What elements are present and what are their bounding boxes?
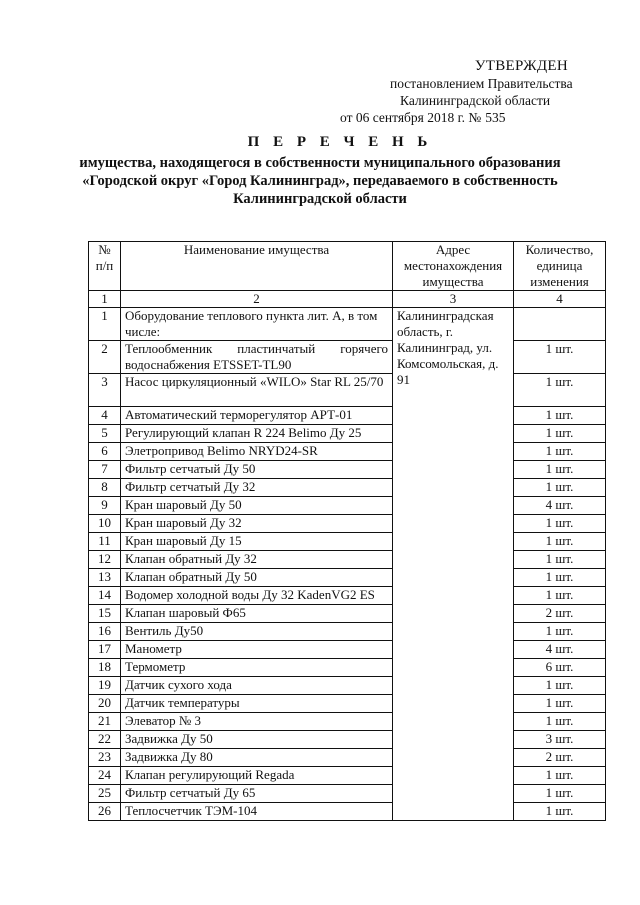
item-name: Автоматический терморегулятор АРТ-01 (121, 407, 393, 425)
row-number: 4 (89, 407, 121, 425)
item-quantity: 3 шт. (514, 731, 606, 749)
row-number: 20 (89, 695, 121, 713)
item-quantity: 1 шт. (514, 515, 606, 533)
index-cell: 4 (514, 291, 606, 308)
item-name: Теплообменник пластинчатый горячего водоснабжения ETSSET-TL90 (121, 341, 393, 374)
table-row (89, 677, 606, 695)
table-row (89, 443, 606, 461)
item-name: Клапан шаровый Ф65 (121, 605, 393, 623)
item-quantity: 1 шт. (514, 785, 606, 803)
item-quantity: 1 шт. (514, 587, 606, 605)
row-number: 19 (89, 677, 121, 695)
document-subtitle (20, 154, 620, 208)
table-header-row (89, 242, 606, 291)
index-cell: 1 (89, 291, 121, 308)
item-quantity: 1 шт. (514, 425, 606, 443)
table-row (89, 515, 606, 533)
item-quantity: 1 шт. (514, 713, 606, 731)
table-row (89, 749, 606, 767)
table-row (89, 731, 606, 749)
item-quantity: 1 шт. (514, 341, 606, 374)
row-number: 1 (89, 308, 121, 341)
item-name: Фильтр сетчатый Ду 65 (121, 785, 393, 803)
table-row (89, 659, 606, 677)
table-row (89, 785, 606, 803)
item-quantity: 2 шт. (514, 749, 606, 767)
item-quantity: 1 шт. (514, 461, 606, 479)
item-name: Элеватор № 3 (121, 713, 393, 731)
header-name: Наименование имущества (121, 242, 393, 291)
item-quantity: 4 шт. (514, 497, 606, 515)
item-name: Задвижка Ду 50 (121, 731, 393, 749)
approval-number: 535 (485, 110, 506, 125)
row-number: 21 (89, 713, 121, 731)
item-name: Элетропривод Belimo NRYD24-SR (121, 443, 393, 461)
item-quantity: 1 шт. (514, 443, 606, 461)
item-quantity: 1 шт. (514, 374, 606, 407)
row-number: 9 (89, 497, 121, 515)
row-number: 22 (89, 731, 121, 749)
address-cell: Калининградская область, г. Калининград, ул. Комсомольская, д. 91 (393, 308, 514, 821)
item-quantity: 1 шт. (514, 479, 606, 497)
index-cell: 3 (393, 291, 514, 308)
item-quantity: 1 шт. (514, 407, 606, 425)
table-row (89, 641, 606, 659)
item-quantity: 1 шт. (514, 677, 606, 695)
item-name: Насос циркуляционный «WILO» Star RL 25/70 (121, 374, 393, 407)
item-quantity (514, 308, 606, 341)
table-row (89, 374, 606, 407)
approval-line-3 (340, 109, 600, 126)
index-cell: 2 (121, 291, 393, 308)
row-number: 15 (89, 605, 121, 623)
table-row (89, 605, 606, 623)
table-row (89, 479, 606, 497)
approval-title: УТВЕРЖДЕН (474, 58, 568, 74)
row-number: 14 (89, 587, 121, 605)
table-row (89, 425, 606, 443)
table-row (89, 551, 606, 569)
table-row (89, 407, 606, 425)
header-num: № п/п (89, 242, 121, 291)
row-number: 26 (89, 803, 121, 821)
item-quantity: 1 шт. (514, 803, 606, 821)
row-number: 7 (89, 461, 121, 479)
approval-date: от 06 сентября 2018 г. № (340, 110, 482, 125)
item-quantity: 4 шт. (514, 641, 606, 659)
item-quantity: 1 шт. (514, 767, 606, 785)
item-name: Датчик сухого хода (121, 677, 393, 695)
row-number: 3 (89, 374, 121, 407)
approval-block (340, 58, 600, 126)
row-number: 16 (89, 623, 121, 641)
row-number: 17 (89, 641, 121, 659)
item-name: Оборудование теплового пункта лит. А, в том числе: (121, 308, 393, 341)
document-title: П Е Р Е Ч Е Н Ь (247, 134, 433, 150)
item-name: Кран шаровый Ду 50 (121, 497, 393, 515)
item-name: Регулирующий клапан R 224 Belimo Ду 25 (121, 425, 393, 443)
item-quantity: 6 шт. (514, 659, 606, 677)
item-name: Термометр (121, 659, 393, 677)
subtitle-line: имущества, находящегося в собственности муниципального образования (79, 155, 561, 171)
header-address: Адрес местонахождения имущества (393, 242, 514, 291)
row-number: 23 (89, 749, 121, 767)
item-quantity: 1 шт. (514, 695, 606, 713)
item-quantity: 1 шт. (514, 533, 606, 551)
item-name: Задвижка Ду 80 (121, 749, 393, 767)
table-row (89, 497, 606, 515)
subtitle-line: «Городской округ «Город Калининград», передаваемого в собственность (82, 173, 558, 189)
property-table (88, 241, 606, 821)
row-number: 8 (89, 479, 121, 497)
item-name: Теплосчетчик ТЭМ-104 (121, 803, 393, 821)
table-row (89, 695, 606, 713)
approval-line-1: постановлением Правительства (390, 76, 573, 91)
table-row (89, 587, 606, 605)
subtitle-line: Калининградской области (233, 191, 407, 207)
item-name: Датчик температуры (121, 695, 393, 713)
table-row (89, 803, 606, 821)
item-quantity: 1 шт. (514, 551, 606, 569)
row-number: 11 (89, 533, 121, 551)
item-name: Фильтр сетчатый Ду 50 (121, 461, 393, 479)
table-row (89, 461, 606, 479)
item-name: Водомер холодной воды Ду 32 KadenVG2 ES (121, 587, 393, 605)
row-number: 6 (89, 443, 121, 461)
item-name: Кран шаровый Ду 15 (121, 533, 393, 551)
row-number: 25 (89, 785, 121, 803)
row-number: 2 (89, 341, 121, 374)
row-number: 24 (89, 767, 121, 785)
item-quantity: 2 шт. (514, 605, 606, 623)
row-number: 18 (89, 659, 121, 677)
approval-line-2: Калининградской области (400, 93, 551, 108)
table-row (89, 713, 606, 731)
table-row (89, 623, 606, 641)
item-quantity: 1 шт. (514, 623, 606, 641)
table-row (89, 767, 606, 785)
table-row (89, 569, 606, 587)
row-number: 5 (89, 425, 121, 443)
item-name: Кран шаровый Ду 32 (121, 515, 393, 533)
row-number: 13 (89, 569, 121, 587)
item-name: Фильтр сетчатый Ду 32 (121, 479, 393, 497)
header-qty: Количество, единица изменения (514, 242, 606, 291)
row-number: 10 (89, 515, 121, 533)
item-quantity: 1 шт. (514, 569, 606, 587)
item-name: Клапан обратный Ду 50 (121, 569, 393, 587)
item-name: Клапан обратный Ду 32 (121, 551, 393, 569)
item-name: Клапан регулирующий Regada (121, 767, 393, 785)
table-row (89, 308, 606, 341)
column-index-row (89, 291, 606, 308)
row-number: 12 (89, 551, 121, 569)
table-row (89, 341, 606, 374)
item-name: Манометр (121, 641, 393, 659)
table-row (89, 533, 606, 551)
item-name: Вентиль Ду50 (121, 623, 393, 641)
